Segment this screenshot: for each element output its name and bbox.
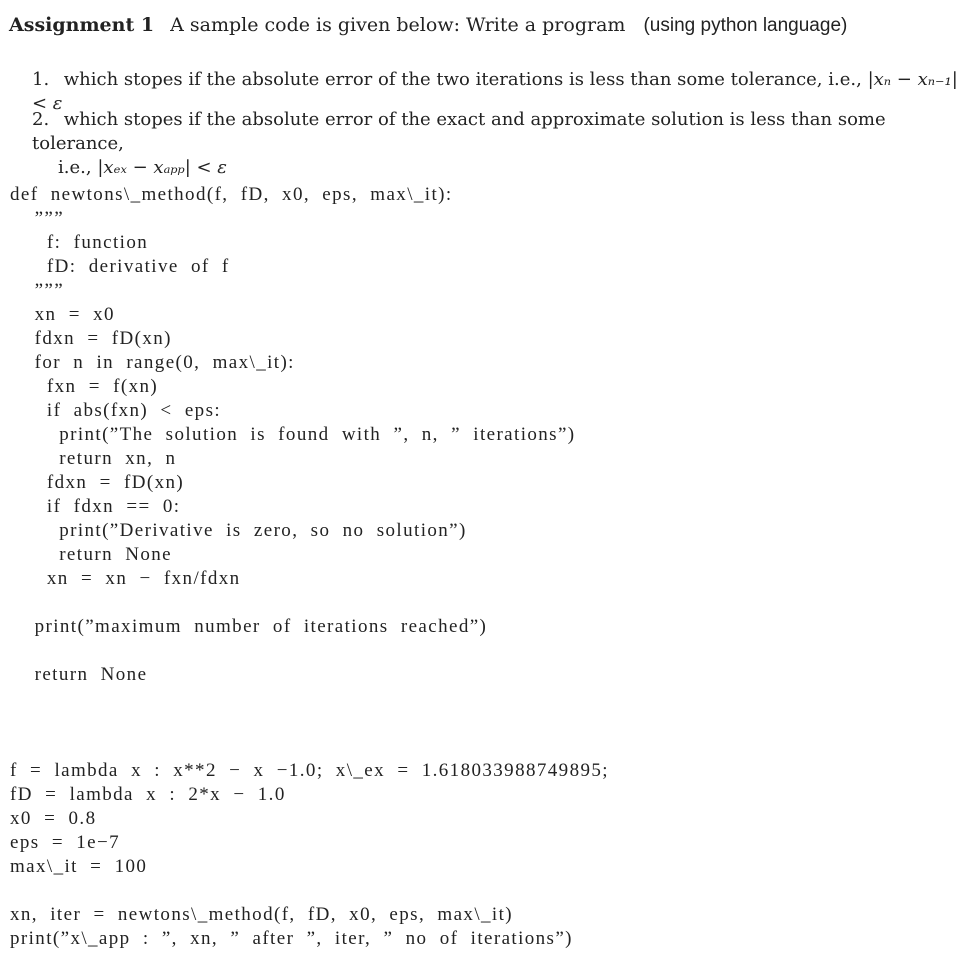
code-line: eps = 1e−7 xyxy=(10,832,120,853)
code-line: for n in range(0, max\_it): xyxy=(10,352,295,373)
code-line: print(”The solution is found with ”, n, ” iterations”) xyxy=(10,424,576,445)
code-line: x0 = 0.8 xyxy=(10,808,97,829)
code-line: f: function xyxy=(10,232,149,253)
code-line: xn, iter = newtons\_method(f, fD, x0, eps, max\_it) xyxy=(10,904,513,925)
code-line: return None xyxy=(10,544,173,565)
assignment-header xyxy=(9,14,847,37)
code-line: xn = xn − fxn/fdxn xyxy=(10,568,241,589)
code-line: fD: derivative of f xyxy=(10,256,230,277)
code-line: max\_it = 100 xyxy=(10,856,148,877)
list-item-prefix: i.e., xyxy=(58,157,92,178)
code-line: return xn, n xyxy=(10,448,177,469)
code-line: print(”x\_app : ”, xn, ” after ”, iter, ” no of iterations”) xyxy=(10,928,573,949)
list-item-number: 2. xyxy=(32,109,50,130)
code-line: print(”maximum number of iterations reached”) xyxy=(10,616,488,637)
code-line: print(”Derivative is zero, so no solution”) xyxy=(10,520,467,541)
assignment-text: A sample code is given below: Write a program xyxy=(170,14,626,36)
code-line: ””” xyxy=(10,208,65,229)
code-line: ””” xyxy=(10,280,65,301)
list-item-text: which stopes if the absolute error of the two iterations is less than some tolerance, i.e., xyxy=(63,69,862,90)
list-item-continuation xyxy=(32,156,947,180)
list-item-math: |xₙ − xₙ₋₁| < ε xyxy=(32,69,958,114)
list-item-2 xyxy=(32,108,947,180)
assignment-label: Assignment 1 xyxy=(9,14,155,36)
code-line: fdxn = fD(xn) xyxy=(10,328,172,349)
code-line: fdxn = fD(xn) xyxy=(10,472,185,493)
list-item-number: 1. xyxy=(32,69,50,90)
code-line: f = lambda x : x**2 − x −1.0; x\_ex = 1.618033988749895; xyxy=(10,760,609,781)
list-item-math: |xₑₓ − xₐₚₚ| < ε xyxy=(97,157,227,178)
code-line: xn = x0 xyxy=(10,304,115,325)
code-line: return None xyxy=(10,664,148,685)
list-item-text: which stopes if the absolute error of the exact and approximate solution is less than some tolerance, xyxy=(32,109,886,154)
code-line: if fdxn == 0: xyxy=(10,496,181,517)
code-line: fxn = f(xn) xyxy=(10,376,159,397)
code-line: if abs(fxn) < eps: xyxy=(10,400,222,421)
language-note: (using python language) xyxy=(643,15,848,36)
code-line: fD = lambda x : 2*x − 1.0 xyxy=(10,784,286,805)
code-line: def newtons\_method(f, fD, x0, eps, max\_it): xyxy=(10,184,453,205)
